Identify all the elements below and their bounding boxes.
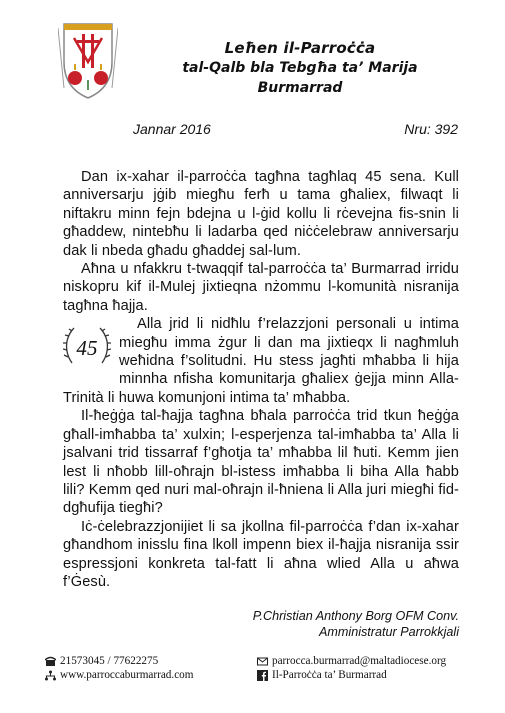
paragraph-4: Il-ħeġġa tal-ħajja tagħna bħala parroċċa trid tkun ħeġġa għall-imħabba ta’ xulxin; l-esperjenza tal-imħabba ta’ Alla li jsalvani trid tissarraf f’għotja ta’ mħabba lil ħuti. Kemm jien lest li nħobb lill-oħrajn bl-istess imħabba li biha Alla ħabb lili? Kemm qed nuri mal-oħrajn il-ħniena li Alla juri miegħi fid-dgħufija tiegħi?	[63, 408, 459, 517]
issue-number: Nru: 392	[404, 121, 458, 137]
facebook-page-link[interactable]: Il-Parroċċa ta’ Burmarrad	[272, 669, 387, 681]
signature-role: Amministratur Parrokkjali	[319, 625, 459, 639]
paragraph-2: Aħna u nfakkru t-twaqqif tal-parroċċa ta’ Burmarrad irridu niskopru kif il-Mulej jixtieqna nżommu l-komunità nisranija tagħna ħajja.	[63, 261, 459, 314]
phone-numbers: 21573045 / 77622275	[60, 655, 159, 667]
issue-date: Jannar 2016	[133, 121, 211, 137]
web-icon	[45, 670, 56, 681]
title-line-2: tal-Qalb bla Tebgħa ta’ Marija	[182, 60, 418, 76]
footer-phone	[45, 654, 245, 668]
title-line-1: Leħen il-Parroċċa	[224, 39, 376, 57]
issue-info	[133, 121, 458, 139]
phone-icon	[45, 656, 56, 667]
anniversary-45-badge	[63, 323, 111, 369]
badge-number: 45	[76, 336, 98, 361]
title-line-3: Burmarrad	[257, 80, 343, 96]
email-icon	[257, 656, 268, 667]
footer-website	[45, 668, 245, 682]
footer-email	[257, 654, 467, 668]
newsletter-title	[125, 38, 475, 98]
parish-crest-logo	[58, 18, 118, 100]
page-header	[0, 0, 505, 110]
facebook-icon	[257, 670, 268, 681]
signature-name: P.Christian Anthony Borg OFM Conv.	[252, 609, 459, 623]
website-link[interactable]: www.parroccaburmarrad.com	[60, 669, 194, 681]
paragraph-3-text: Alla jrid li nidħlu f’relazzjoni personali u intima miegħu imma żgur li dan ma jixtieqx li nagħmluh weħidna f’solitudni. Hu stess jagħti mħabba li hija minnha nfisha komunitarja għaliex ġejja minn Alla-Trinità li huwa komunjoni intima ta’ mħabba.	[63, 316, 459, 406]
paragraph-1: Dan ix-xahar il-parroċċa tagħna tagħlaq 45 sena. Kull anniversarju jġib miegħu ferħ u tama għaliex, filwaqt li niftakru minn fejn bdejna u l-ġid kollu li rċevejna fis-snin li għaddew, nintebħu li ladarba qed niċċelebraw anniversarju dak li nbeda għadu għaddej sal-lum.	[63, 169, 459, 259]
signature-block	[253, 608, 459, 640]
paragraph-5: Iċ-ċelebrazzjonijiet li sa jkollna fil-parroċċa f’dan ix-xahar għandhom inisslu fina lkoll impenn biex il-ħajja nisranija ssir espressjoni konkreta tal-fatt li aħna wlied Alla u aħwa f’Ġesù.	[63, 518, 459, 590]
paragraph-3	[63, 315, 459, 407]
email-link[interactable]: parrocca.burmarrad@maltadiocese.org	[272, 655, 447, 667]
article-body	[63, 168, 459, 591]
footer-facebook	[257, 668, 467, 682]
